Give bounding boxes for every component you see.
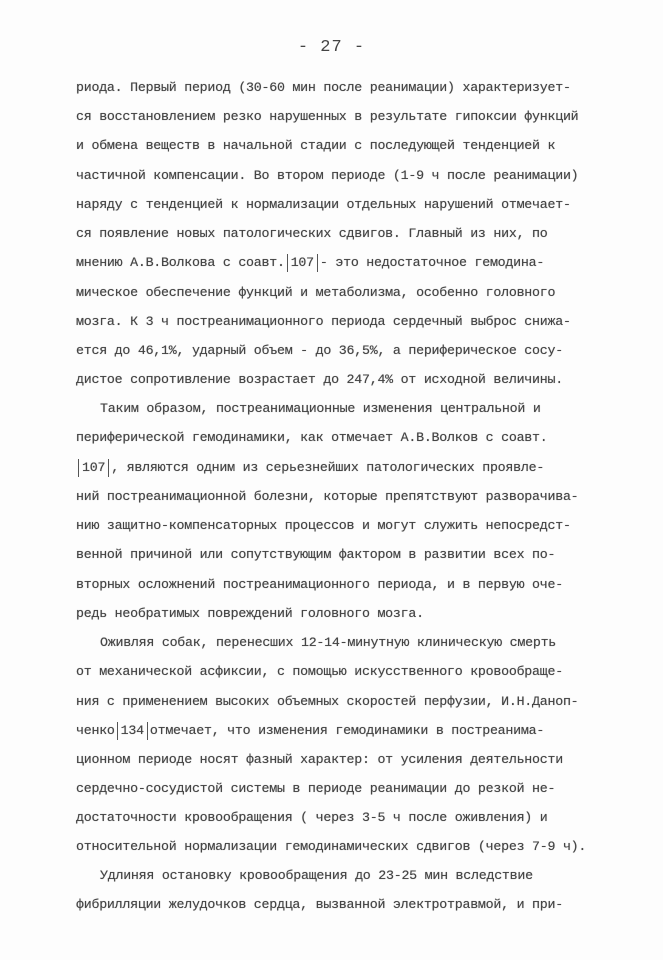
text-line (76, 224, 548, 244)
text-line (76, 428, 548, 448)
line-text: отмечает, что изменения гемодинамики в постреанима- (149, 723, 545, 738)
text-line (76, 107, 578, 127)
line-text: ний постреанимационной болезни, которые препятствуют разворачива- (76, 489, 579, 504)
line-text: ся восстановлением резко нарушенных в результате гипоксии функций (76, 109, 579, 124)
line-text: риода. Первый период (30-60 мин после реанимации) характеризует- (76, 80, 571, 95)
line-text: Удлиняя остановку кровообращения до 23-25 мин вследствие (100, 868, 533, 883)
line-text: нию защитно-компенсаторных процессов и могут служить непосредст- (76, 518, 571, 533)
text-line (100, 866, 533, 886)
text-line (76, 895, 563, 915)
text-line (76, 808, 548, 828)
line-text: наряду с тенденцией к нормализации отдельных нарушений отмечает- (76, 197, 571, 212)
text-line (76, 575, 563, 595)
line-text: от механической асфиксии, с помощью искусственного кровообраще- (76, 664, 563, 679)
line-text: мозга. К 3 ч постреанимационного периода сердечный выброс снижа- (76, 314, 571, 329)
line-text: - это недостаточное гемодина- (319, 255, 545, 270)
text-line (76, 370, 563, 390)
line-text: ется до 46,1%, ударный объем - до 36,5%, а периферическое сосу- (76, 343, 563, 358)
line-text: ния с применением высоких объемных скоростей перфузии, И.Н.Даноп- (76, 694, 579, 709)
text-line (76, 721, 544, 741)
citation-ref: 107 (287, 254, 318, 272)
line-text: частичной компенсации. Во втором периоде (1-9 ч после реанимации) (76, 168, 579, 183)
text-line (76, 283, 555, 303)
line-text: венной причиной или сопутствующим фактором в развитии всех по- (76, 547, 556, 562)
text-line (76, 487, 578, 507)
text-line (100, 633, 556, 653)
line-text: редь необратимых повреждений головного мозга. (76, 606, 424, 621)
citation-ref: 107 (78, 459, 109, 477)
line-text: вторных осложнений постреанимационного периода, и в первую оче- (76, 577, 563, 592)
text-line (76, 136, 555, 156)
text-line (76, 195, 571, 215)
line-text: фибрилляции желудочков сердца, вызванной электротравмой, и при- (76, 897, 563, 912)
citation-ref: 134 (117, 722, 148, 740)
text-line (76, 166, 578, 186)
text-line (76, 516, 571, 536)
text-line (76, 253, 544, 273)
line-text: ченко (76, 723, 115, 738)
line-text: , являются одним из серьезнейших патологических проявле- (111, 460, 545, 475)
text-line (76, 837, 586, 857)
line-text: и обмена веществ в начальной стадии с последующей тенденцией к (76, 138, 556, 153)
text-line (76, 545, 555, 565)
line-text: периферической гемодинамики, как отмечает А.В.Волков с соавт. (76, 430, 548, 445)
line-text: мическое обеспечение функций и метаболизма, особенно головного (76, 285, 556, 300)
text-line (76, 604, 424, 624)
line-text: Оживляя собак, перенесших 12-14-минутную клиническую смерть (100, 635, 557, 650)
text-line (76, 662, 563, 682)
line-text: Таким образом, постреанимационные изменения центральной и (100, 401, 541, 416)
text-line (100, 399, 541, 419)
text-line (76, 458, 544, 478)
line-text: дистое сопротивление возрастает до 247,4% от исходной величины. (76, 372, 563, 387)
page-number: - 27 - (297, 38, 366, 57)
line-text: ционном периоде носят фазный характер: от усиления деятельности (76, 752, 563, 767)
line-text: сердечно-сосудистой системы в периоде реанимации до резкой не- (76, 781, 556, 796)
text-line (76, 779, 555, 799)
text-line (76, 750, 563, 770)
text-line (76, 341, 563, 361)
text-line (76, 78, 571, 98)
line-text: ся появление новых патологических сдвигов. Главный из них, по (76, 226, 548, 241)
line-text: относительной нормализации гемодинамических сдвигов (через 7-9 ч). (76, 839, 587, 854)
line-text: достаточности кровообращения ( через 3-5 ч после оживления) и (76, 810, 548, 825)
text-line (76, 312, 571, 332)
line-text: мнению А.В.Волкова с соавт. (76, 255, 285, 270)
text-line (76, 692, 578, 712)
